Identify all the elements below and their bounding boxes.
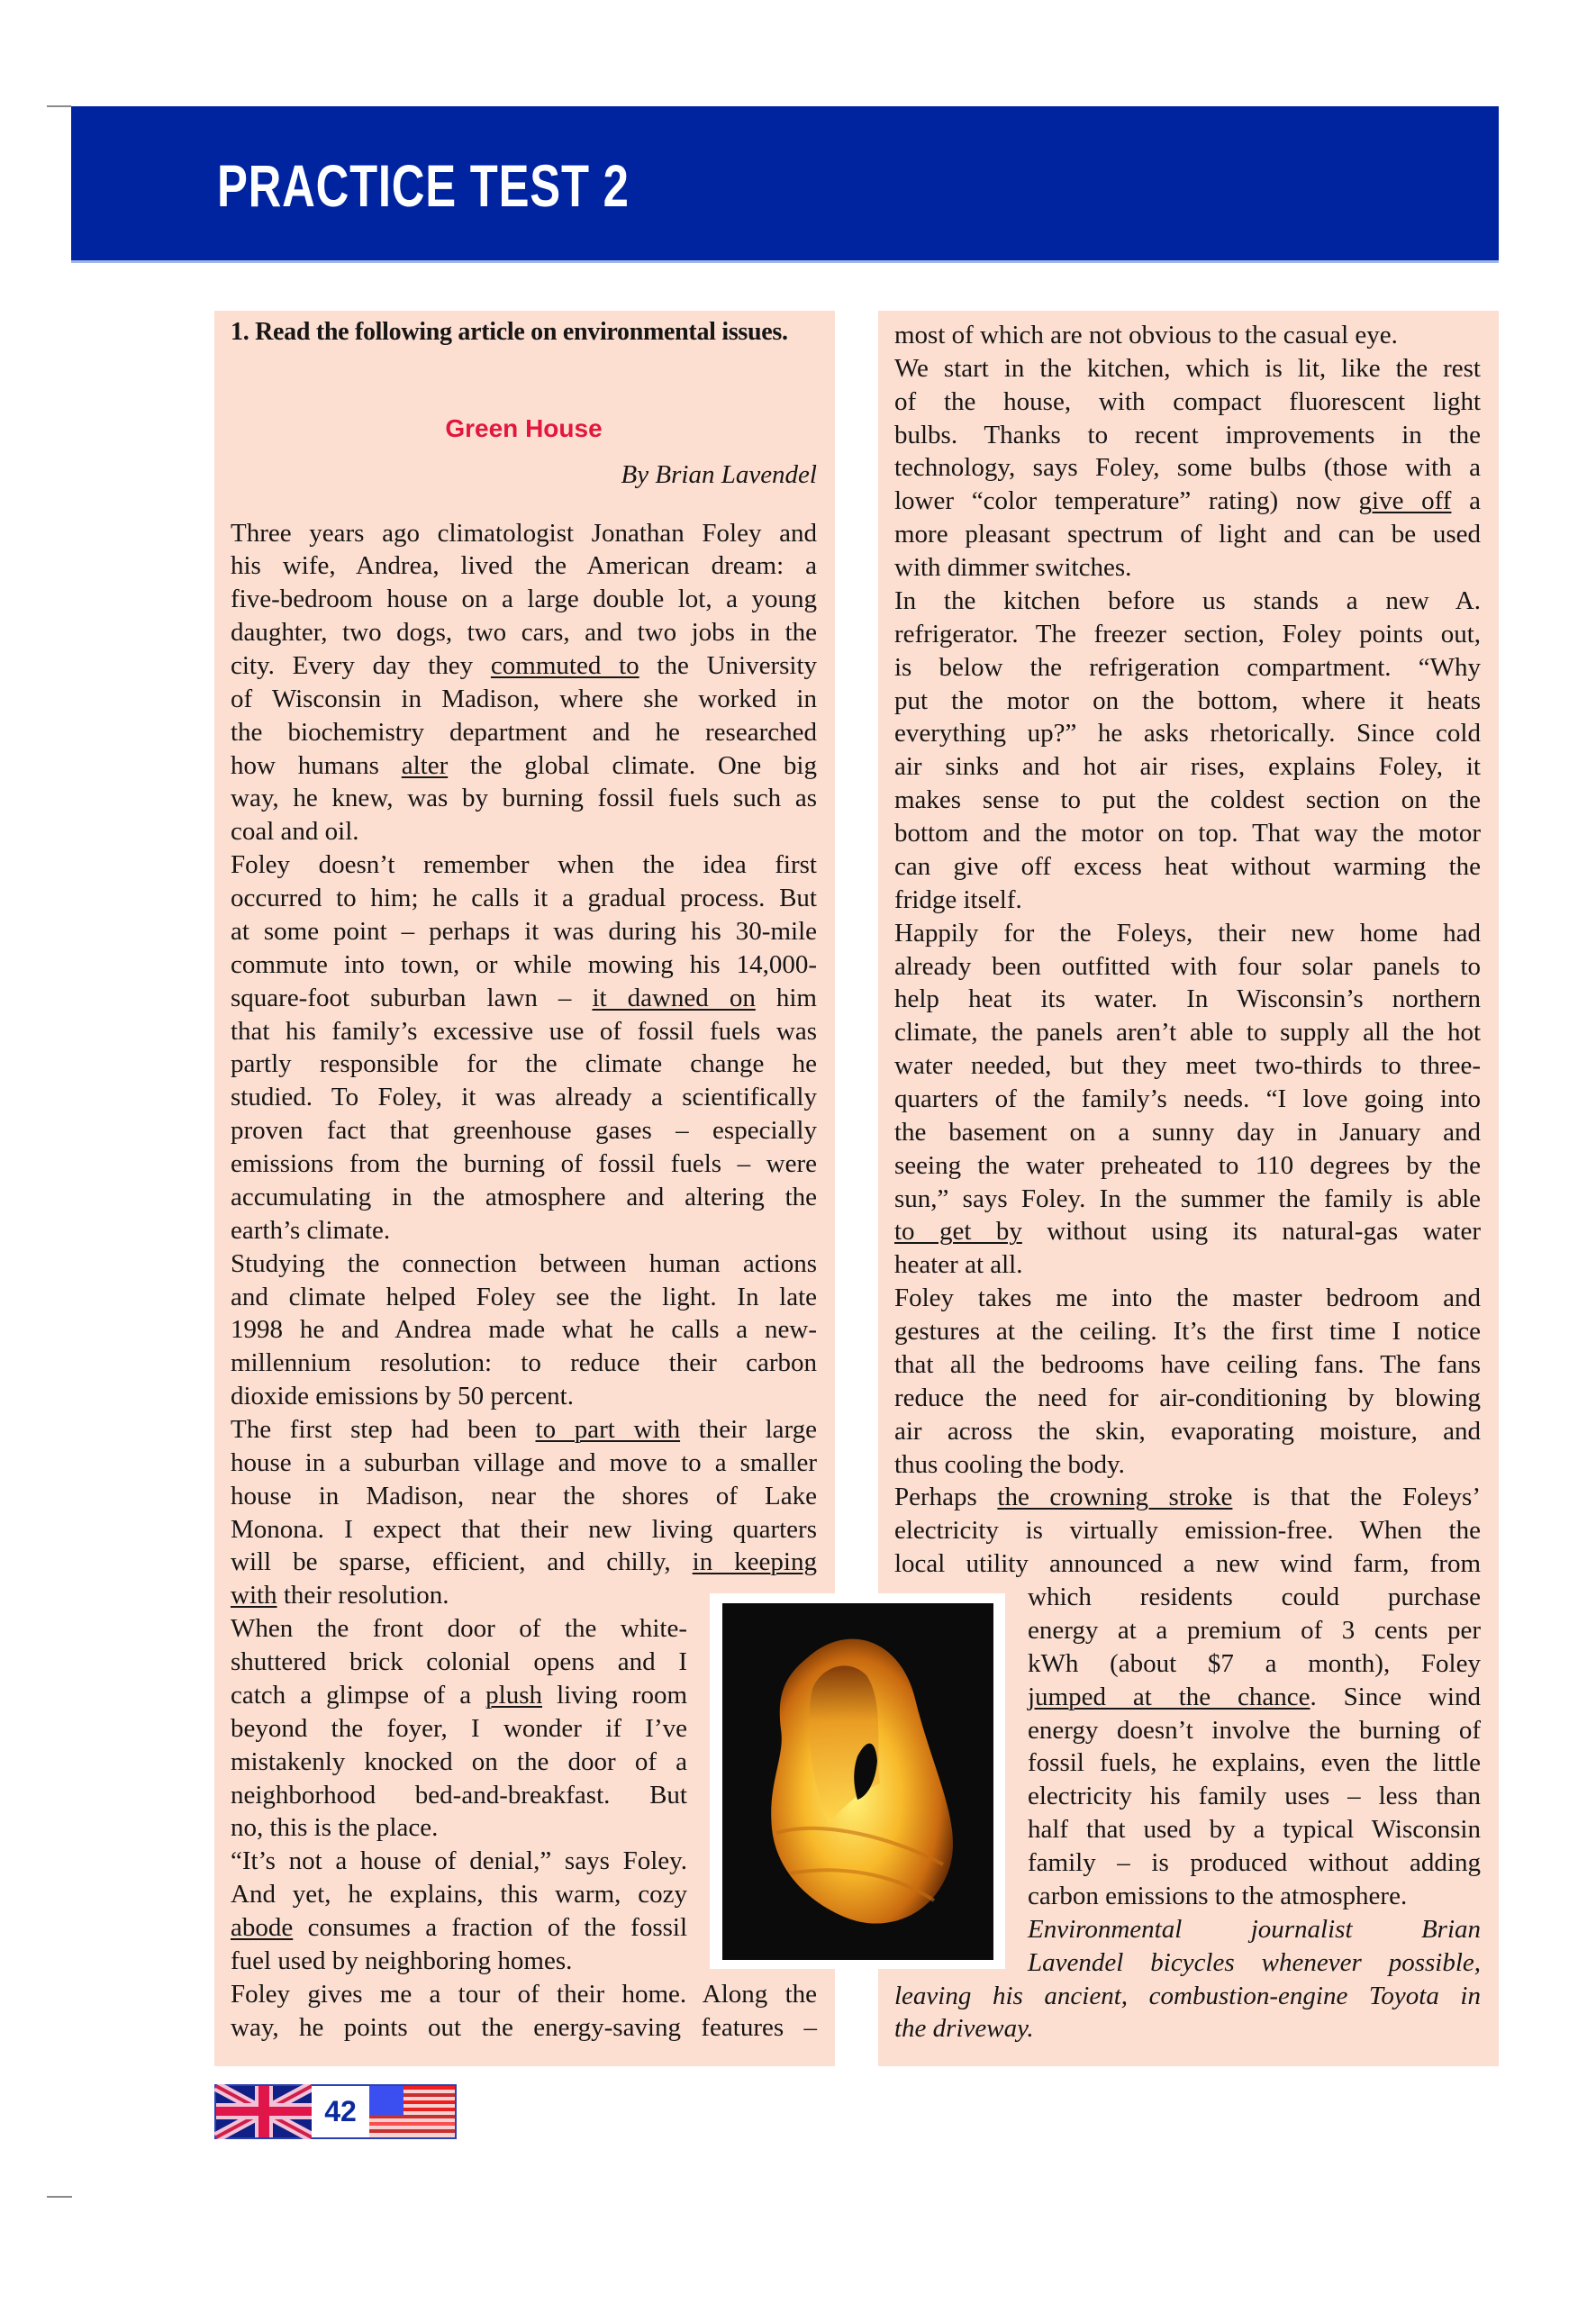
text-segment: electricity is virtually emission-free. When the: [894, 1516, 1481, 1546]
text-segment: dioxide emissions by 50 percent.: [231, 1382, 574, 1411]
article-line: [1028, 1846, 1481, 1880]
article-line: [231, 2011, 817, 2045]
text-segment: is that the Foleys’: [1232, 1483, 1481, 1512]
text-segment: We start in the kitchen, which is lit, like the rest: [894, 353, 1481, 383]
vocabulary-term: jumped at the chance: [1028, 1682, 1310, 1711]
text-segment: earth’s climate.: [231, 1215, 391, 1245]
article-line: [1028, 1946, 1481, 1980]
vocabulary-term: the crowning stroke: [997, 1483, 1233, 1512]
article-line: [231, 1313, 817, 1347]
article-line: [894, 1215, 1481, 1248]
article-line: [894, 518, 1481, 551]
page-number-badge: [214, 2084, 457, 2139]
text-segment: occurred to him; he calls it a gradual process. But: [231, 884, 817, 913]
text-segment: the biochemistry department and he researched: [231, 717, 817, 747]
article-line: [231, 1779, 687, 1812]
article-line: [231, 1480, 817, 1513]
article-line: [894, 1315, 1481, 1348]
crop-mark-top: [47, 105, 71, 107]
bulb-image: [722, 1603, 993, 1960]
article-line: [231, 1114, 817, 1147]
text-segment: the University: [639, 650, 817, 680]
text-segment: the basement on a sunny day in January and: [894, 1117, 1481, 1147]
article-line: [894, 1348, 1481, 1382]
article-line: [894, 750, 1481, 784]
article-line: [231, 1845, 687, 1878]
text-segment: Three years ago climatologist Jonathan Foley and: [231, 518, 817, 548]
article-line: [894, 784, 1481, 817]
vocabulary-term: give off: [1358, 486, 1452, 516]
text-segment: how humans: [231, 750, 402, 780]
article-line: [231, 1281, 817, 1314]
text-segment: no, this is the place.: [231, 1813, 439, 1843]
article-line: [231, 517, 817, 550]
text-segment: five-bedroom house on a large double lot, a young: [231, 585, 817, 614]
text-segment: bulbs. Thanks to recent improvements in the: [894, 420, 1481, 449]
article-line: [231, 1015, 817, 1048]
text-segment: coal and oil.: [231, 817, 359, 847]
text-segment: local utility announced a new wind farm, from: [894, 1549, 1481, 1579]
crop-mark-bottom: [47, 2196, 72, 2198]
article-line: [894, 585, 1481, 618]
article-line: [894, 1282, 1481, 1315]
article-line: [231, 716, 817, 749]
article-line: [231, 1380, 817, 1413]
article-line: [1028, 1714, 1481, 1747]
text-segment: consumes a fraction of the fossil: [293, 1913, 687, 1943]
text-segment: half that used by a typical Wisconsin: [1028, 1815, 1481, 1845]
article-line: [231, 1081, 817, 1114]
text-segment: city. Every day they: [231, 650, 491, 680]
article-line: [1028, 1913, 1481, 1946]
text-segment: of the house, with compact fluorescent light: [894, 386, 1481, 416]
text-segment: that all the bedrooms have ceiling fans. The fans: [894, 1349, 1481, 1379]
text-segment: When the front door of the white-: [231, 1614, 687, 1644]
article-line: [1028, 1681, 1481, 1714]
text-segment: And yet, he explains, this warm, cozy: [231, 1880, 687, 1909]
text-segment: is below the refrigeration compartment. “Why: [894, 652, 1481, 682]
text-segment: family – is produced without adding: [1028, 1848, 1481, 1878]
article-line: [894, 1016, 1481, 1049]
text-segment: accumulating in the atmosphere and altering the: [231, 1182, 817, 1211]
text-segment: Happily for the Foleys, their new home had: [894, 918, 1481, 948]
uk-flag-icon: [216, 2086, 312, 2137]
article-line: [231, 782, 817, 815]
text-segment: with dimmer switches.: [894, 553, 1132, 583]
text-segment: without using its natural-gas water: [1021, 1217, 1481, 1247]
text-segment: of Wisconsin in Madison, where she worked in: [231, 684, 817, 713]
article-line: [231, 1513, 817, 1547]
text-segment: sun,” says Foley. In the summer the family is able: [894, 1184, 1481, 1213]
text-segment: their resolution.: [277, 1581, 449, 1610]
text-segment: will be sparse, efficient, and chilly,: [231, 1547, 693, 1577]
text-segment: The first step had been: [231, 1414, 536, 1444]
text-segment: emissions from the burning of fossil fuels – were: [231, 1149, 817, 1179]
text-segment: their large: [680, 1414, 818, 1444]
vocabulary-term: commuted to: [490, 650, 639, 680]
text-segment: Foley takes me into the master bedroom and: [894, 1284, 1481, 1313]
text-segment: reduce the need for air-conditioning by blowing: [894, 1383, 1481, 1412]
text-segment: “It’s not a house of denial,” says Foley.: [231, 1846, 687, 1876]
text-segment: a: [1451, 486, 1481, 516]
article-line: [231, 1147, 817, 1181]
article-line: [894, 1116, 1481, 1149]
article-line: [231, 1181, 817, 1214]
text-segment: the driveway.: [894, 2014, 1034, 2044]
text-segment: living room: [542, 1680, 688, 1710]
text-segment: gestures at the ceiling. It’s the first time I notice: [894, 1317, 1481, 1347]
text-segment: energy doesn’t involve the burning of: [1028, 1715, 1481, 1745]
article-line: [231, 683, 817, 716]
text-segment: house in Madison, near the shores of Lake: [231, 1481, 817, 1510]
article-line: [231, 616, 817, 649]
text-segment: studied. To Foley, it was already a scientifically: [231, 1083, 817, 1112]
article-line: [894, 917, 1481, 950]
article-line: [231, 649, 817, 683]
text-segment: his wife, Andrea, lived the American dream: a: [231, 551, 817, 581]
article-line: [231, 1347, 817, 1380]
text-segment: Environmental journalist Brian: [1028, 1914, 1481, 1944]
article-line: [894, 2012, 1481, 2045]
article-line: [231, 1978, 817, 2011]
article-line: [894, 1183, 1481, 1216]
text-segment: which residents could purchase: [1028, 1583, 1481, 1612]
text-segment: most of which are not obvious to the casual eye.: [894, 321, 1398, 349]
article-line: [894, 1547, 1481, 1581]
article-line: [894, 551, 1481, 585]
text-segment: can give off excess heat without warming the: [894, 851, 1481, 881]
article-byline: By Brian Lavendel: [621, 460, 817, 489]
article-line: [894, 618, 1481, 651]
text-segment: bottom and the motor on top. That way the motor: [894, 819, 1481, 848]
text-segment: water needed, but they meet two-thirds to three-: [894, 1051, 1481, 1081]
text-segment: help heat its water. In Wisconsin’s northern: [894, 984, 1481, 1014]
article-line: [894, 850, 1481, 884]
article-line: [231, 749, 817, 783]
article-line: [894, 983, 1481, 1016]
article-line: [894, 685, 1481, 718]
vocabulary-term: plush: [485, 1680, 543, 1710]
article-line: [894, 1049, 1481, 1083]
article-line: [894, 1415, 1481, 1448]
article-line: [894, 451, 1481, 485]
text-segment: shuttered brick colonial opens and I: [231, 1647, 687, 1677]
article-line: [894, 1980, 1481, 2013]
text-segment: at some point – perhaps it was during his 30-mile: [231, 916, 817, 946]
text-segment: lower “color temperature” rating) now: [894, 486, 1359, 516]
article-line: [231, 1811, 687, 1845]
article-line: [231, 1546, 817, 1579]
article-line: [231, 1878, 687, 1911]
article-line: [231, 1646, 687, 1679]
text-segment: fridge itself.: [894, 884, 1022, 914]
article-line: [894, 1149, 1481, 1183]
text-segment: daughter, two dogs, two cars, and two jobs in the: [231, 618, 817, 648]
article-line: [231, 1214, 817, 1247]
article-line: [1028, 1780, 1481, 1813]
text-segment: . Since wind: [1310, 1682, 1481, 1711]
vocabulary-term: abode: [231, 1913, 294, 1943]
article-title: Green House: [445, 414, 603, 442]
vocabulary-term: alter: [401, 750, 449, 780]
article-line: [1028, 1880, 1481, 1913]
article-line: [231, 948, 817, 982]
article-line: [894, 717, 1481, 750]
text-segment: thus cooling the body.: [894, 1449, 1125, 1479]
article-line: [231, 882, 817, 915]
text-segment: fossil fuels, he explains, even the little: [1028, 1748, 1481, 1778]
text-segment: kWh (about $7 a month), Foley: [1028, 1648, 1481, 1678]
article-line: [231, 583, 817, 616]
vocabulary-term: in keeping: [692, 1547, 817, 1577]
article-line: [1028, 1614, 1481, 1647]
text-segment: partly responsible for the climate change he: [231, 1049, 817, 1079]
text-segment: In the kitchen before us stands a new A.: [894, 585, 1481, 615]
article-line: [231, 848, 817, 882]
article-line: [231, 815, 817, 848]
article-line: [1028, 1813, 1481, 1846]
article-line: [894, 651, 1481, 685]
text-segment: more pleasant spectrum of light and can be used: [894, 520, 1481, 549]
text-segment: proven fact that greenhouse gases – especially: [231, 1116, 817, 1146]
article-line: [894, 1514, 1481, 1547]
vocabulary-term: to part with: [535, 1414, 681, 1444]
article-line: [231, 549, 817, 583]
article-line: [1028, 1581, 1481, 1614]
text-segment: beyond the foyer, I wonder if I’ve: [231, 1713, 687, 1743]
article-line: [894, 485, 1481, 518]
article-line: [894, 419, 1481, 452]
text-segment: quarters of the family’s needs. “I love going into: [894, 1084, 1481, 1113]
fluorescent-bulb-photo: [722, 1603, 993, 1960]
text-segment: electricity his family uses – less than: [1028, 1782, 1481, 1811]
vocabulary-term: with: [231, 1581, 277, 1610]
text-segment: air sinks and hot air rises, explains Foley, it: [894, 752, 1481, 782]
article-line: [231, 1612, 687, 1646]
vocabulary-term: it dawned on: [592, 983, 756, 1012]
text-segment: that his family’s excessive use of fossil fuels was: [231, 1016, 817, 1046]
text-segment: fuel used by neighboring homes.: [231, 1946, 573, 1975]
text-segment: commute into town, or while mowing his 14,000-: [231, 949, 817, 979]
text-segment: house in a suburban village and move to a smaller: [231, 1447, 817, 1477]
text-segment: Perhaps: [894, 1483, 998, 1512]
article-line: [894, 884, 1481, 917]
text-segment: the global climate. One big: [448, 750, 817, 780]
article-line: [894, 386, 1481, 419]
text-segment: refrigerator. The freezer section, Foley points out,: [894, 619, 1481, 649]
article-line: [231, 1945, 687, 1978]
article-line: [894, 1481, 1481, 1514]
text-segment: Studying the connection between human actions: [231, 1248, 817, 1278]
text-segment: carbon emissions to the atmosphere.: [1028, 1881, 1408, 1910]
article-line: [231, 1911, 687, 1945]
text-segment: makes sense to put the coldest section on the: [894, 785, 1481, 815]
text-segment: Lavendel bicycles whenever possible,: [1028, 1947, 1481, 1977]
article-line: [231, 1247, 817, 1281]
text-segment: put the motor on the bottom, where it heats: [894, 685, 1481, 715]
us-flag-icon: [369, 2086, 455, 2137]
page-title: PRACTICE TEST 2: [217, 152, 630, 219]
text-segment: seeing the water preheated to 110 degrees by the: [894, 1150, 1481, 1180]
text-segment: Monona. I expect that their new living quarters: [231, 1514, 817, 1544]
page-number: 42: [324, 2095, 357, 2127]
text-segment: technology, says Foley, some bulbs (those with a: [894, 453, 1481, 483]
article-line: [231, 1413, 817, 1447]
text-segment: air across the skin, evaporating moisture, and: [894, 1416, 1481, 1446]
article-line: [894, 319, 1481, 352]
text-segment: climate, the panels aren’t able to supply all the hot: [894, 1018, 1481, 1048]
text-segment: him: [755, 983, 817, 1012]
text-segment: heater at all.: [894, 1250, 1023, 1280]
exercise-instruction: 1. Read the following article on environmental issues.: [231, 318, 788, 346]
article-line: [1028, 1746, 1481, 1780]
text-segment: mistakenly knocked on the door of a: [231, 1746, 687, 1776]
text-segment: Foley doesn’t remember when the idea first: [231, 850, 817, 880]
text-segment: neighborhood bed-and-breakfast. But: [231, 1780, 687, 1810]
article-line: [231, 915, 817, 948]
text-segment: energy at a premium of 3 cents per: [1028, 1615, 1481, 1645]
article-line: [231, 982, 817, 1015]
article-line: [894, 817, 1481, 850]
article-line: [894, 1448, 1481, 1482]
text-segment: way, he points out the energy-saving features –: [231, 2012, 817, 2042]
text-segment: millennium resolution: to reduce their carbon: [231, 1348, 817, 1378]
text-segment: 1998 he and Andrea made what he calls a new-: [231, 1315, 817, 1345]
text-segment: and climate helped Foley see the light. In late: [231, 1282, 817, 1311]
article-line: [231, 1447, 817, 1480]
article-line: [1028, 1647, 1481, 1681]
article-line: [231, 1679, 687, 1712]
text-segment: catch a glimpse of a: [231, 1680, 486, 1710]
article-line: [894, 950, 1481, 984]
text-segment: Foley gives me a tour of their home. Along the: [231, 1979, 817, 2009]
text-segment: already been outfitted with four solar panels to: [894, 951, 1481, 981]
text-segment: everything up?” he asks rhetorically. Since cold: [894, 719, 1481, 748]
article-line: [231, 1048, 817, 1081]
article-line: [894, 1083, 1481, 1116]
article-line: [894, 1248, 1481, 1282]
article-line: [894, 1382, 1481, 1415]
text-segment: leaving his ancient, combustion-engine Toyota in: [894, 1981, 1481, 2010]
text-segment: way, he knew, was by burning fossil fuels such as: [231, 784, 817, 813]
text-segment: square-foot suburban lawn –: [231, 983, 593, 1012]
article-line: [894, 352, 1481, 386]
article-line: [231, 1712, 687, 1746]
vocabulary-term: to get by: [894, 1217, 1022, 1247]
article-line: [231, 1746, 687, 1779]
